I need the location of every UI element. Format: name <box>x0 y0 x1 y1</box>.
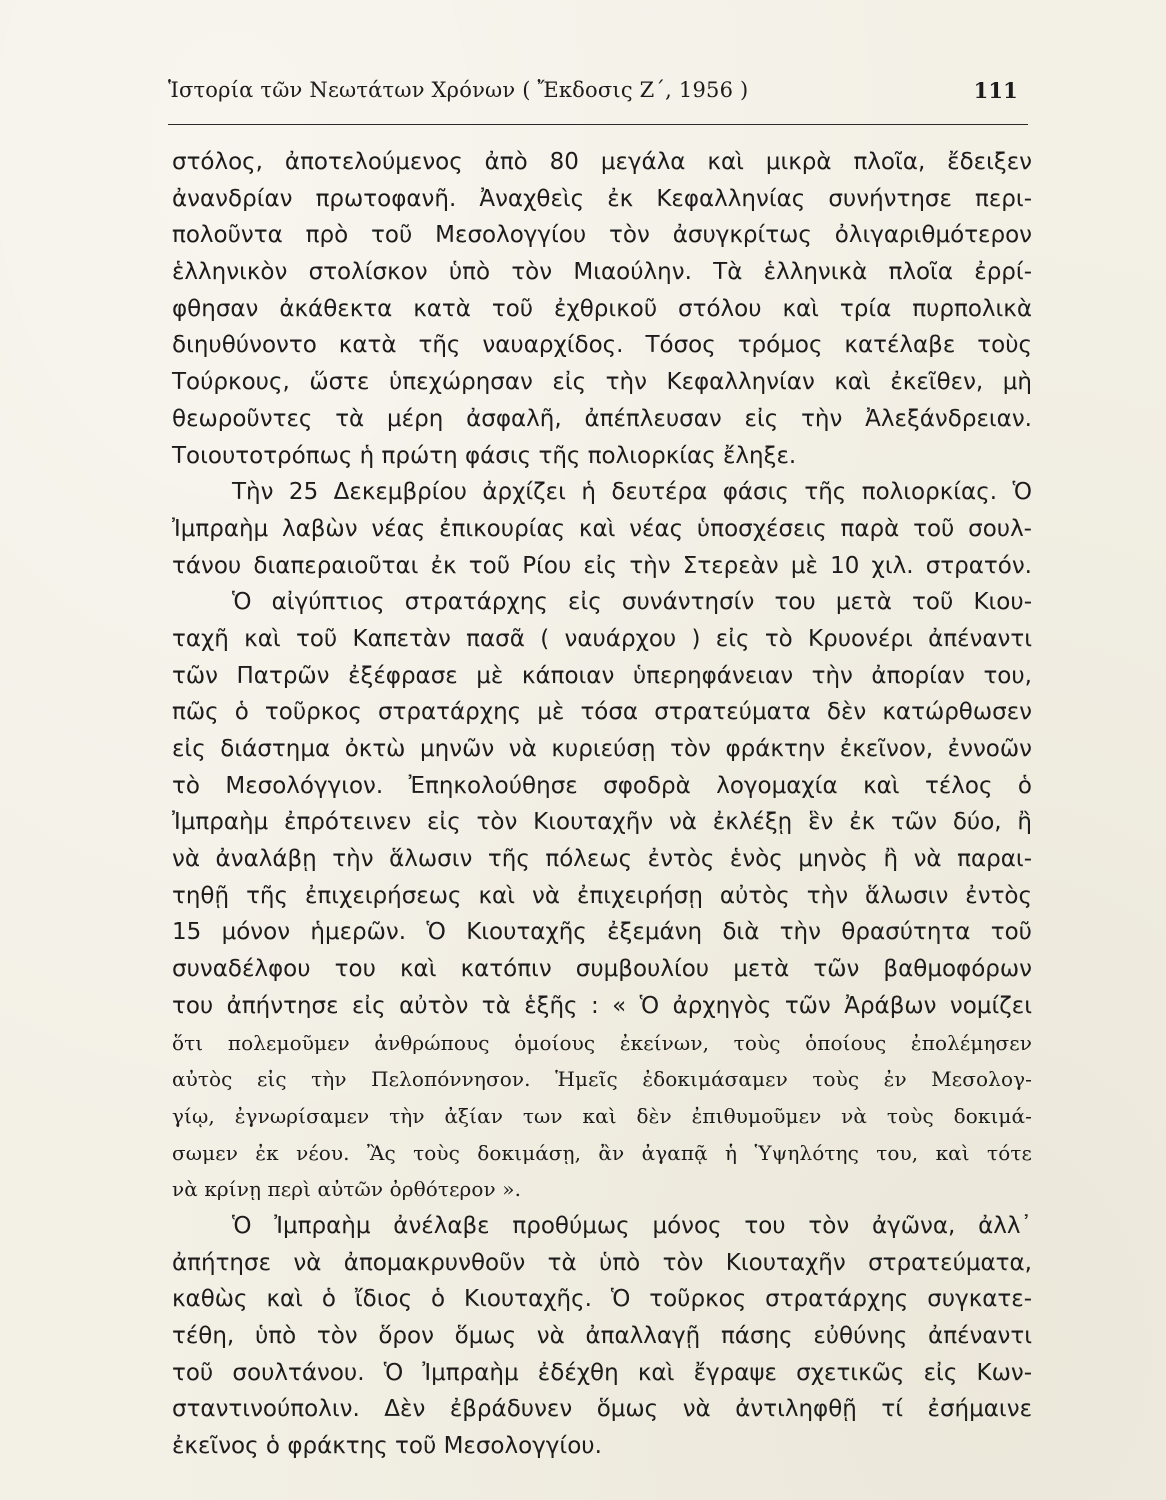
text-line: τέθη, ὑπὸ τὸν ὅρον ὅμως νὰ ἀπαλλαγῇ πάσης εὐθύνης ἀπέναντι <box>172 1323 1032 1349</box>
text-line: 15 μόνον ἡμερῶν. Ὁ Κιουταχῆς ἐξεμάνη διὰ τὴν θρασύτητα τοῦ <box>172 919 1032 946</box>
text-line: Ἰμπραὴμ ἐπρότεινεν εἰς τὸν Κιουταχῆν νὰ ἐκλέξῃ ἓν ἐκ τῶν δύο, ἢ <box>172 809 1032 836</box>
text-line: Ἰμπραὴμ λαβὼν νέας ἐπικουρίας καὶ νέας ὑποσχέσεις παρὰ τοῦ σουλ- <box>172 515 1032 542</box>
text-line: ἑλληνικὸν στολίσκον ὑπὸ τὸν Μιαούλην. Τὰ ἑλληνικὰ πλοῖα ἐρρί- <box>172 259 1032 286</box>
paragraph-start-line: Ὁ Ἰμπραὴμ ἀνέλαβε προθύμως μόνος του τὸν ἀγῶνα, ἀλλ᾿ <box>232 1212 1032 1239</box>
text-line: νὰ ἀναλάβῃ τὴν ἅλωσιν τῆς πόλεως ἐντὸς ἑνὸς μηνὸς ἢ νὰ παραι- <box>172 846 1032 873</box>
text-line: τηθῇ τῆς ἐπιχειρήσεως καὶ νὰ ἐπιχειρήσῃ αὐτὸς τὴν ἅλωσιν ἐντὸς <box>172 882 1032 909</box>
quote-line: ὅτι πολεμοῦμεν ἀνθρώπους ὁμοίους ἐκείνων, τοὺς ὁποίους ἐπολέμησεν <box>172 1030 1032 1055</box>
text-line: τὸ Μεσολόγγιον. Ἐπηκολούθησε σφοδρὰ λογομαχία καὶ τέλος ὁ <box>172 772 1032 799</box>
quote-line: αὐτὸς εἰς τὴν Πελοπόννησον. Ἡμεῖς ἐδοκιμάσαμεν τοὺς ἐν Μεσολογ- <box>172 1067 1032 1092</box>
text-line: καθὼς καὶ ὁ ἴδιος ὁ Κιουταχῆς. Ὁ τοῦρκος στρατάρχης συγκατε- <box>172 1286 1032 1313</box>
body-text <box>172 144 1032 1465</box>
page-number: 111 <box>973 78 1018 103</box>
running-header <box>168 78 1018 112</box>
text-line: εἰς διάστημα ὀκτὼ μηνῶν νὰ κυριεύσῃ τὸν φράκτην ἐκεῖνον, ἐννοῶν <box>172 736 1032 762</box>
text-line: τῶν Πατρῶν ἐξέφρασε μὲ κάποιαν ὑπερηφάνειαν τὴν ἀπορίαν του, <box>172 662 1032 689</box>
text-line: διηυθύνοντο κατὰ τῆς ναυαρχίδος. Τόσος τρόμος κατέλαβε τοὺς <box>172 332 1032 359</box>
text-line: ἐκεῖνος ὁ φράκτης τοῦ Μεσολογγίου. <box>172 1433 602 1460</box>
quote-line: νὰ κρίνῃ περὶ αὐτῶν ὀρθότερον ». <box>172 1177 522 1202</box>
text-line: θεωροῦντες τὰ μέρη ἀσφαλῆ, ἀπέπλευσαν εἰς τὴν Ἀλεξάνδρειαν. <box>172 405 1032 432</box>
text-line: ταχῆ καὶ τοῦ Καπετὰν πασᾶ ( ναυάρχου ) εἰς τὸ Κρυονέρι ἀπέναντι <box>172 625 1032 652</box>
text-line: στόλος, ἀποτελούμενος ἀπὸ 80 μεγάλα καὶ μικρὰ πλοῖα, ἔδειξεν <box>172 149 1032 175</box>
text-line: Τοιουτοτρόπως ἡ πρώτη φάσις τῆς πολιορκίας ἔληξε. <box>172 442 797 469</box>
text-line: συναδέλφου του καὶ κατόπιν συμβουλίου μετὰ τῶν βαθμοφόρων <box>172 956 1032 983</box>
running-title: Ἱστορία τῶν Νεωτάτων Χρόνων ( Ἔκδοσις Ζ΄, 1956 ) <box>168 78 749 102</box>
text-line: του ἀπήντησε εἰς αὐτὸν τὰ ἑξῆς : « Ὁ ἀρχηγὸς τῶν Ἀράβων νομίζει <box>172 992 1032 1019</box>
text-line: ἀνανδρίαν πρωτοφανῆ. Ἀναχθεὶς ἐκ Κεφαλληνίας συνήντησε περι- <box>172 185 1032 212</box>
text-line: Τούρκους, ὥστε ὑπεχώρησαν εἰς τὴν Κεφαλληνίαν καὶ ἐκεῖθεν, μὴ <box>172 369 1032 396</box>
paragraph-start-line: Ὁ αἰγύπτιος στρατάρχης εἰς συνάντησίν του μετὰ τοῦ Κιου- <box>232 589 1032 616</box>
text-line: ἀπήτησε νὰ ἀπομακρυνθοῦν τὰ ὑπὸ τὸν Κιουταχῆν στρατεύματα, <box>172 1249 1032 1276</box>
paragraph-start-line: Τὴν 25 Δεκεμβρίου ἀρχίζει ἡ δευτέρα φάσις τῆς πολιορκίας. Ὁ <box>232 479 1032 506</box>
header-rule <box>168 124 1028 125</box>
quote-line: γίῳ, ἐγνωρίσαμεν τὴν ἀξίαν των καὶ δὲν ἐπιθυμοῦμεν νὰ τοὺς δοκιμά- <box>172 1103 1032 1128</box>
text-line: πῶς ὁ τοῦρκος στρατάρχης μὲ τόσα στρατεύματα δὲν κατώρθωσεν <box>172 699 1032 726</box>
quote-line: σωμεν ἐκ νέου. Ἂς τοὺς δοκιμάσῃ, ἂν ἀγαπᾷ ἡ Ὑψηλότης του, καὶ τότε <box>172 1140 1032 1165</box>
text-line: σταντινούπολιν. Δὲν ἐβράδυνεν ὅμως νὰ ἀντιληφθῇ τί ἐσήμαινε <box>172 1396 1032 1423</box>
text-line: τοῦ σουλτάνου. Ὁ Ἰμπραὴμ ἐδέχθη καὶ ἔγραψε σχετικῶς εἰς Κων- <box>172 1359 1032 1386</box>
text-line: τάνου διαπεραιοῦται ἐκ τοῦ Ρίου εἰς τὴν Στερεὰν μὲ 10 χιλ. στρατόν. <box>172 552 1032 579</box>
text-line: φθησαν ἀκάθεκτα κατὰ τοῦ ἐχθρικοῦ στόλου καὶ τρία πυρπολικὰ <box>172 295 1032 322</box>
text-line: πολοῦντα πρὸ τοῦ Μεσολογγίου τὸν ἀσυγκρίτως ὀλιγαριθμότερον <box>172 222 1032 249</box>
